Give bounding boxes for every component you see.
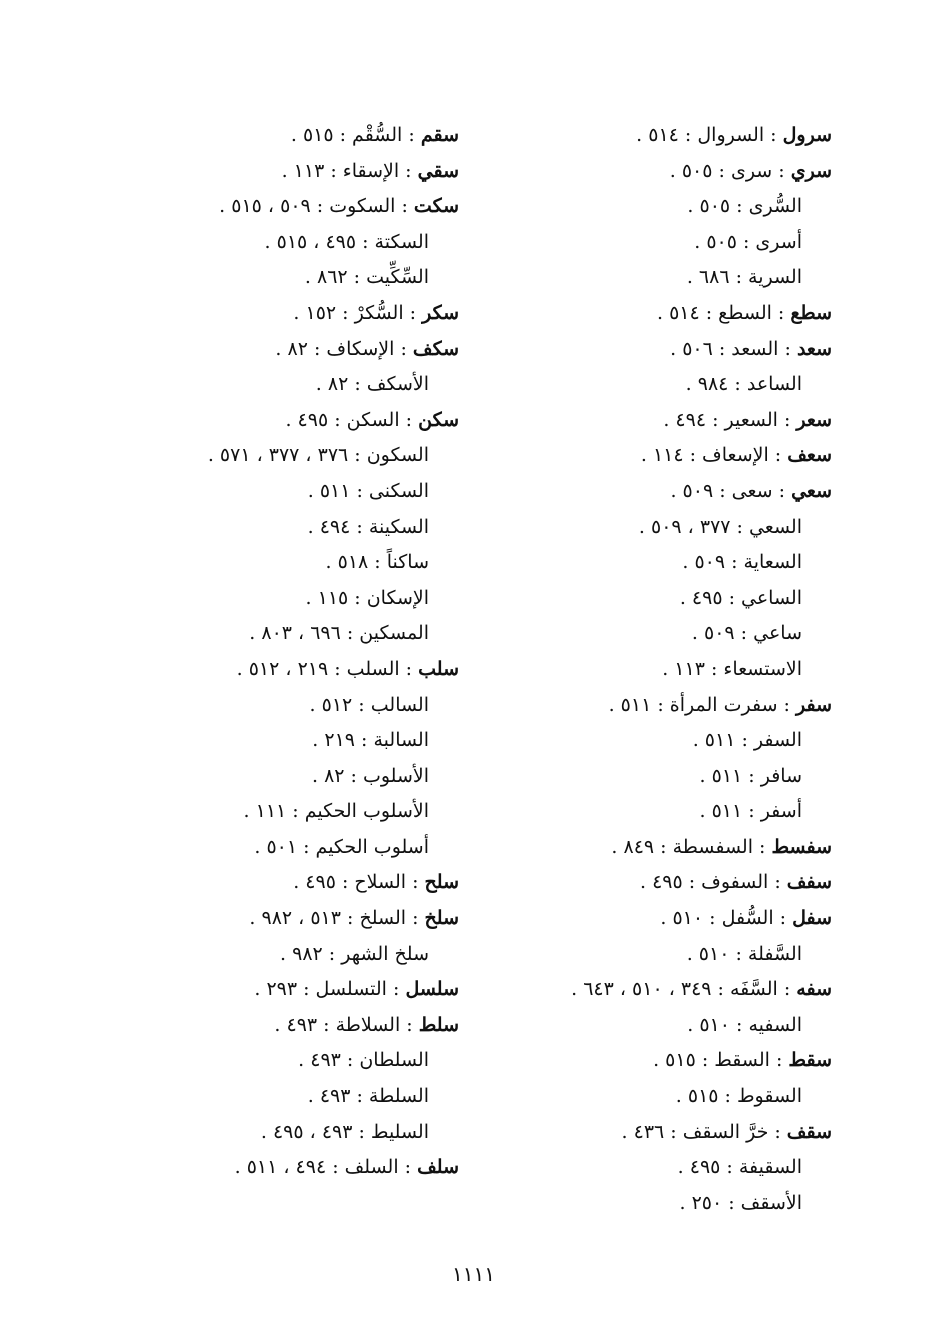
- index-entry: [492, 972, 832, 1008]
- index-entry: [119, 403, 459, 439]
- entry-root: سقف: [786, 1120, 832, 1143]
- index-entry: [492, 1150, 832, 1186]
- root-separator: :: [768, 871, 787, 894]
- root-separator: :: [400, 1013, 419, 1036]
- index-entry: [119, 510, 459, 546]
- index-entry: [492, 189, 832, 225]
- entry-root: سلف: [417, 1156, 459, 1179]
- entry-root: سعد: [796, 337, 832, 360]
- root-separator: :: [771, 301, 791, 324]
- index-entry: [492, 296, 832, 332]
- entry-text: السكن : ٤٩٥ .: [285, 408, 400, 431]
- index-entry: [119, 688, 459, 724]
- entry-text: السعاية : ٥٠٩ .: [682, 551, 802, 574]
- entry-text: خرَّ السقف : ٤٣٦ .: [621, 1120, 769, 1143]
- entry-text: السقوط : ٥١٥ .: [675, 1085, 802, 1108]
- entry-text: السُّكرْ : ١٥٢ .: [293, 301, 404, 324]
- index-entry: [119, 652, 459, 688]
- entry-text: السقط : ٥١٥ .: [653, 1049, 770, 1072]
- entry-text: السكنى : ٥١١ .: [307, 479, 429, 502]
- entry-text: السَّفلة : ٥١٠ .: [686, 942, 802, 965]
- index-entry: [492, 1186, 832, 1222]
- entry-root: سلخ: [424, 907, 459, 930]
- entry-root: سفه: [796, 978, 832, 1001]
- index-entry: [119, 474, 459, 510]
- entry-text: المسكين : ٦٩٦ ، ٨٠٣ .: [249, 622, 429, 645]
- index-entry: [492, 1043, 832, 1079]
- index-entry: [119, 225, 459, 261]
- index-entry: [492, 794, 832, 830]
- entry-root: سقي: [417, 159, 459, 182]
- index-entry: [119, 154, 459, 190]
- entry-root: سفر: [795, 693, 832, 716]
- entry-text: السعد : ٥٠٦ .: [670, 337, 779, 360]
- entry-text: السكتة : ٤٩٥ ، ٥١٥ .: [264, 230, 429, 253]
- root-separator: :: [406, 907, 425, 930]
- index-entry: [492, 474, 832, 510]
- entry-text: الأسلوب الحكيم : ١١١ .: [243, 800, 429, 823]
- root-separator: :: [773, 907, 793, 930]
- index-entry: [119, 118, 459, 154]
- index-entry: [119, 901, 459, 937]
- entry-root: سفسط: [771, 835, 832, 858]
- entry-root: سطع: [790, 301, 832, 324]
- root-separator: :: [777, 693, 796, 716]
- index-entry: [492, 154, 832, 190]
- entry-text: الأسكف : ٨٢ .: [315, 373, 429, 396]
- entry-text: السِّكِّيت : ٨٦٢ .: [304, 266, 429, 289]
- entry-text: سلخ الشهر : ٩٨٢ .: [280, 942, 429, 965]
- entry-text: سافر : ٥١١ .: [699, 764, 802, 787]
- root-separator: :: [399, 408, 419, 431]
- index-entry: [119, 581, 459, 617]
- index-entry: [119, 260, 459, 296]
- entry-text: الأسلوب : ٨٢ .: [311, 764, 429, 787]
- entry-text: الإسقاء : ١١٣ .: [281, 159, 400, 182]
- entry-text: الإسعاف : ١١٤ .: [640, 444, 769, 467]
- entry-root: سكن: [418, 408, 459, 431]
- entry-root: سرول: [782, 124, 832, 146]
- entry-text: أسلوب الحكيم : ٥٠١ .: [254, 835, 429, 858]
- index-column-right: [492, 118, 832, 1221]
- entry-root: سلط: [418, 1013, 459, 1036]
- index-entry: [492, 937, 832, 973]
- index-entry: [492, 688, 832, 724]
- entry-text: السرية : ٦٨٦ .: [686, 266, 802, 289]
- index-entry: [492, 1115, 832, 1151]
- index-entry: [119, 545, 459, 581]
- entry-text: السعي : ٣٧٧ ، ٥٠٩ .: [638, 515, 802, 538]
- index-entry: [119, 1115, 459, 1151]
- entry-text: الاستسعاء : ١١٣ .: [662, 657, 802, 680]
- root-separator: :: [772, 159, 791, 182]
- index-entry: [492, 581, 832, 617]
- entry-root: سلسل: [405, 978, 459, 1001]
- root-separator: :: [764, 124, 783, 146]
- index-entry: [492, 118, 832, 154]
- index-entry: [492, 260, 832, 296]
- entry-text: الأسقف : ٢٥٠ .: [679, 1191, 802, 1214]
- entry-root: سكر: [422, 301, 459, 324]
- entry-text: السروال : ٥١٤ .: [636, 124, 765, 146]
- entry-text: ساكناً : ٥١٨ .: [325, 551, 429, 574]
- entry-text: سرى : ٥٠٥ .: [669, 159, 773, 182]
- entry-root: سقم: [420, 124, 459, 146]
- entry-text: السفر : ٥١١ .: [692, 729, 802, 752]
- entry-text: الإسكاف : ٨٢ .: [275, 337, 395, 360]
- entry-text: السعير : ٤٩٤ .: [663, 408, 778, 431]
- index-entry: [492, 1008, 832, 1044]
- index-entry: [492, 652, 832, 688]
- entry-root: سكت: [413, 195, 459, 218]
- entry-text: الساعي : ٤٩٥ .: [679, 586, 802, 609]
- index-entry: [492, 759, 832, 795]
- index-entry: [492, 403, 832, 439]
- root-separator: :: [768, 444, 788, 467]
- index-entry: [119, 865, 459, 901]
- index-entry: [492, 510, 832, 546]
- entry-text: السكينة : ٤٩٤ .: [307, 515, 429, 538]
- root-separator: :: [777, 978, 797, 1001]
- entry-text: السَّفَه : ٣٤٩ ، ٥١٠ ، ٦٤٣ .: [571, 978, 778, 1001]
- index-entry: [492, 225, 832, 261]
- entry-text: السُّرى : ٥٠٥ .: [687, 195, 802, 218]
- index-entry: [119, 1008, 459, 1044]
- entry-root: سري: [790, 159, 832, 182]
- index-entry: [119, 189, 459, 225]
- index-entry: [119, 616, 459, 652]
- index-entry: [492, 367, 832, 403]
- entry-root: سفل: [792, 907, 832, 930]
- entry-text: التسلسل : ٢٩٣ .: [254, 978, 387, 1001]
- index-column-left: [119, 118, 459, 1186]
- entry-text: السُّفل : ٥١٠ .: [660, 907, 774, 930]
- root-separator: :: [768, 1120, 787, 1143]
- root-separator: :: [778, 337, 797, 360]
- entry-text: سعى : ٥٠٩ .: [670, 479, 773, 502]
- root-separator: :: [395, 195, 414, 218]
- entry-root: سلح: [424, 871, 459, 894]
- root-separator: :: [406, 871, 425, 894]
- index-entry: [492, 438, 832, 474]
- entry-text: السكون : ٣٧٦ ، ٣٧٧ ، ٥٧١ .: [207, 444, 429, 467]
- entry-text: ساعي : ٥٠٩ .: [691, 622, 802, 645]
- root-separator: :: [402, 124, 421, 146]
- entry-text: السلخ : ٥١٣ ، ٩٨٢ .: [249, 907, 407, 930]
- index-entry: [119, 1043, 459, 1079]
- index-entry: [492, 901, 832, 937]
- index-entry: [492, 545, 832, 581]
- index-entry: [119, 972, 459, 1008]
- entry-text: السالبة : ٢١٩ .: [312, 729, 429, 752]
- entry-root: سعر: [796, 408, 832, 431]
- entry-text: السلطان : ٤٩٣ .: [298, 1049, 429, 1072]
- index-entry: [119, 438, 459, 474]
- index-entry: [119, 332, 459, 368]
- index-entry: [119, 723, 459, 759]
- index-entry: [492, 1079, 832, 1115]
- root-separator: :: [769, 1049, 789, 1072]
- root-separator: :: [398, 1156, 418, 1179]
- entry-root: سقط: [788, 1049, 832, 1072]
- entry-text: الساعد : ٩٨٤ .: [685, 373, 802, 396]
- entry-text: سفرت المرأة : ٥١١ .: [608, 693, 778, 716]
- root-separator: :: [403, 301, 423, 324]
- root-separator: :: [399, 159, 418, 182]
- entry-text: السُّقْم : ٥١٥ .: [290, 124, 403, 146]
- entry-root: سعف: [787, 444, 832, 467]
- index-entry: [492, 830, 832, 866]
- entry-text: السالب : ٥١٢ .: [309, 693, 429, 716]
- root-separator: :: [777, 408, 797, 431]
- root-separator: :: [772, 479, 792, 502]
- entry-root: سفف: [786, 871, 832, 894]
- index-entry: [119, 937, 459, 973]
- index-entry: [492, 616, 832, 652]
- entry-text: السطع : ٥١٤ .: [656, 301, 772, 324]
- entry-text: أسفر : ٥١١ .: [699, 800, 802, 823]
- index-entry: [119, 1079, 459, 1115]
- entry-root: سلب: [418, 657, 459, 680]
- entry-text: السكوت : ٥٠٩ ، ٥١٥ .: [219, 195, 396, 218]
- root-separator: :: [752, 835, 772, 858]
- index-entry: [119, 296, 459, 332]
- root-separator: :: [399, 657, 419, 680]
- index-entry: [119, 794, 459, 830]
- entry-text: أسرى : ٥٠٥ .: [694, 230, 802, 253]
- entry-root: سعي: [791, 479, 832, 502]
- entry-text: السلاح : ٤٩٥ .: [293, 871, 407, 894]
- root-separator: :: [394, 337, 413, 360]
- index-entry: [119, 367, 459, 403]
- index-entry: [119, 830, 459, 866]
- entry-text: السقيفة : ٤٩٥ .: [677, 1156, 802, 1179]
- entry-text: السفسطة : ٨٤٩ .: [611, 835, 753, 858]
- entry-text: السفيه : ٥١٠ .: [687, 1013, 802, 1036]
- entry-text: السلاطة : ٤٩٣ .: [274, 1013, 401, 1036]
- entry-text: السليط : ٤٩٣ ، ٤٩٥ .: [260, 1120, 429, 1143]
- root-separator: :: [386, 978, 406, 1001]
- index-entry: [119, 1150, 459, 1186]
- entry-root: سكف: [412, 337, 459, 360]
- entry-text: السلطة : ٤٩٣ .: [307, 1085, 429, 1108]
- page-number: ١١١١: [452, 1262, 495, 1286]
- index-entry: [119, 759, 459, 795]
- entry-text: السفوف : ٤٩٥ .: [639, 871, 769, 894]
- entry-text: السلب : ٢١٩ ، ٥١٢ .: [236, 657, 400, 680]
- index-entry: [492, 332, 832, 368]
- entry-text: الإسكان : ١١٥ .: [305, 586, 429, 609]
- entry-text: السلف : ٤٩٤ ، ٥١١ .: [234, 1156, 399, 1179]
- index-entry: [492, 723, 832, 759]
- index-entry: [492, 865, 832, 901]
